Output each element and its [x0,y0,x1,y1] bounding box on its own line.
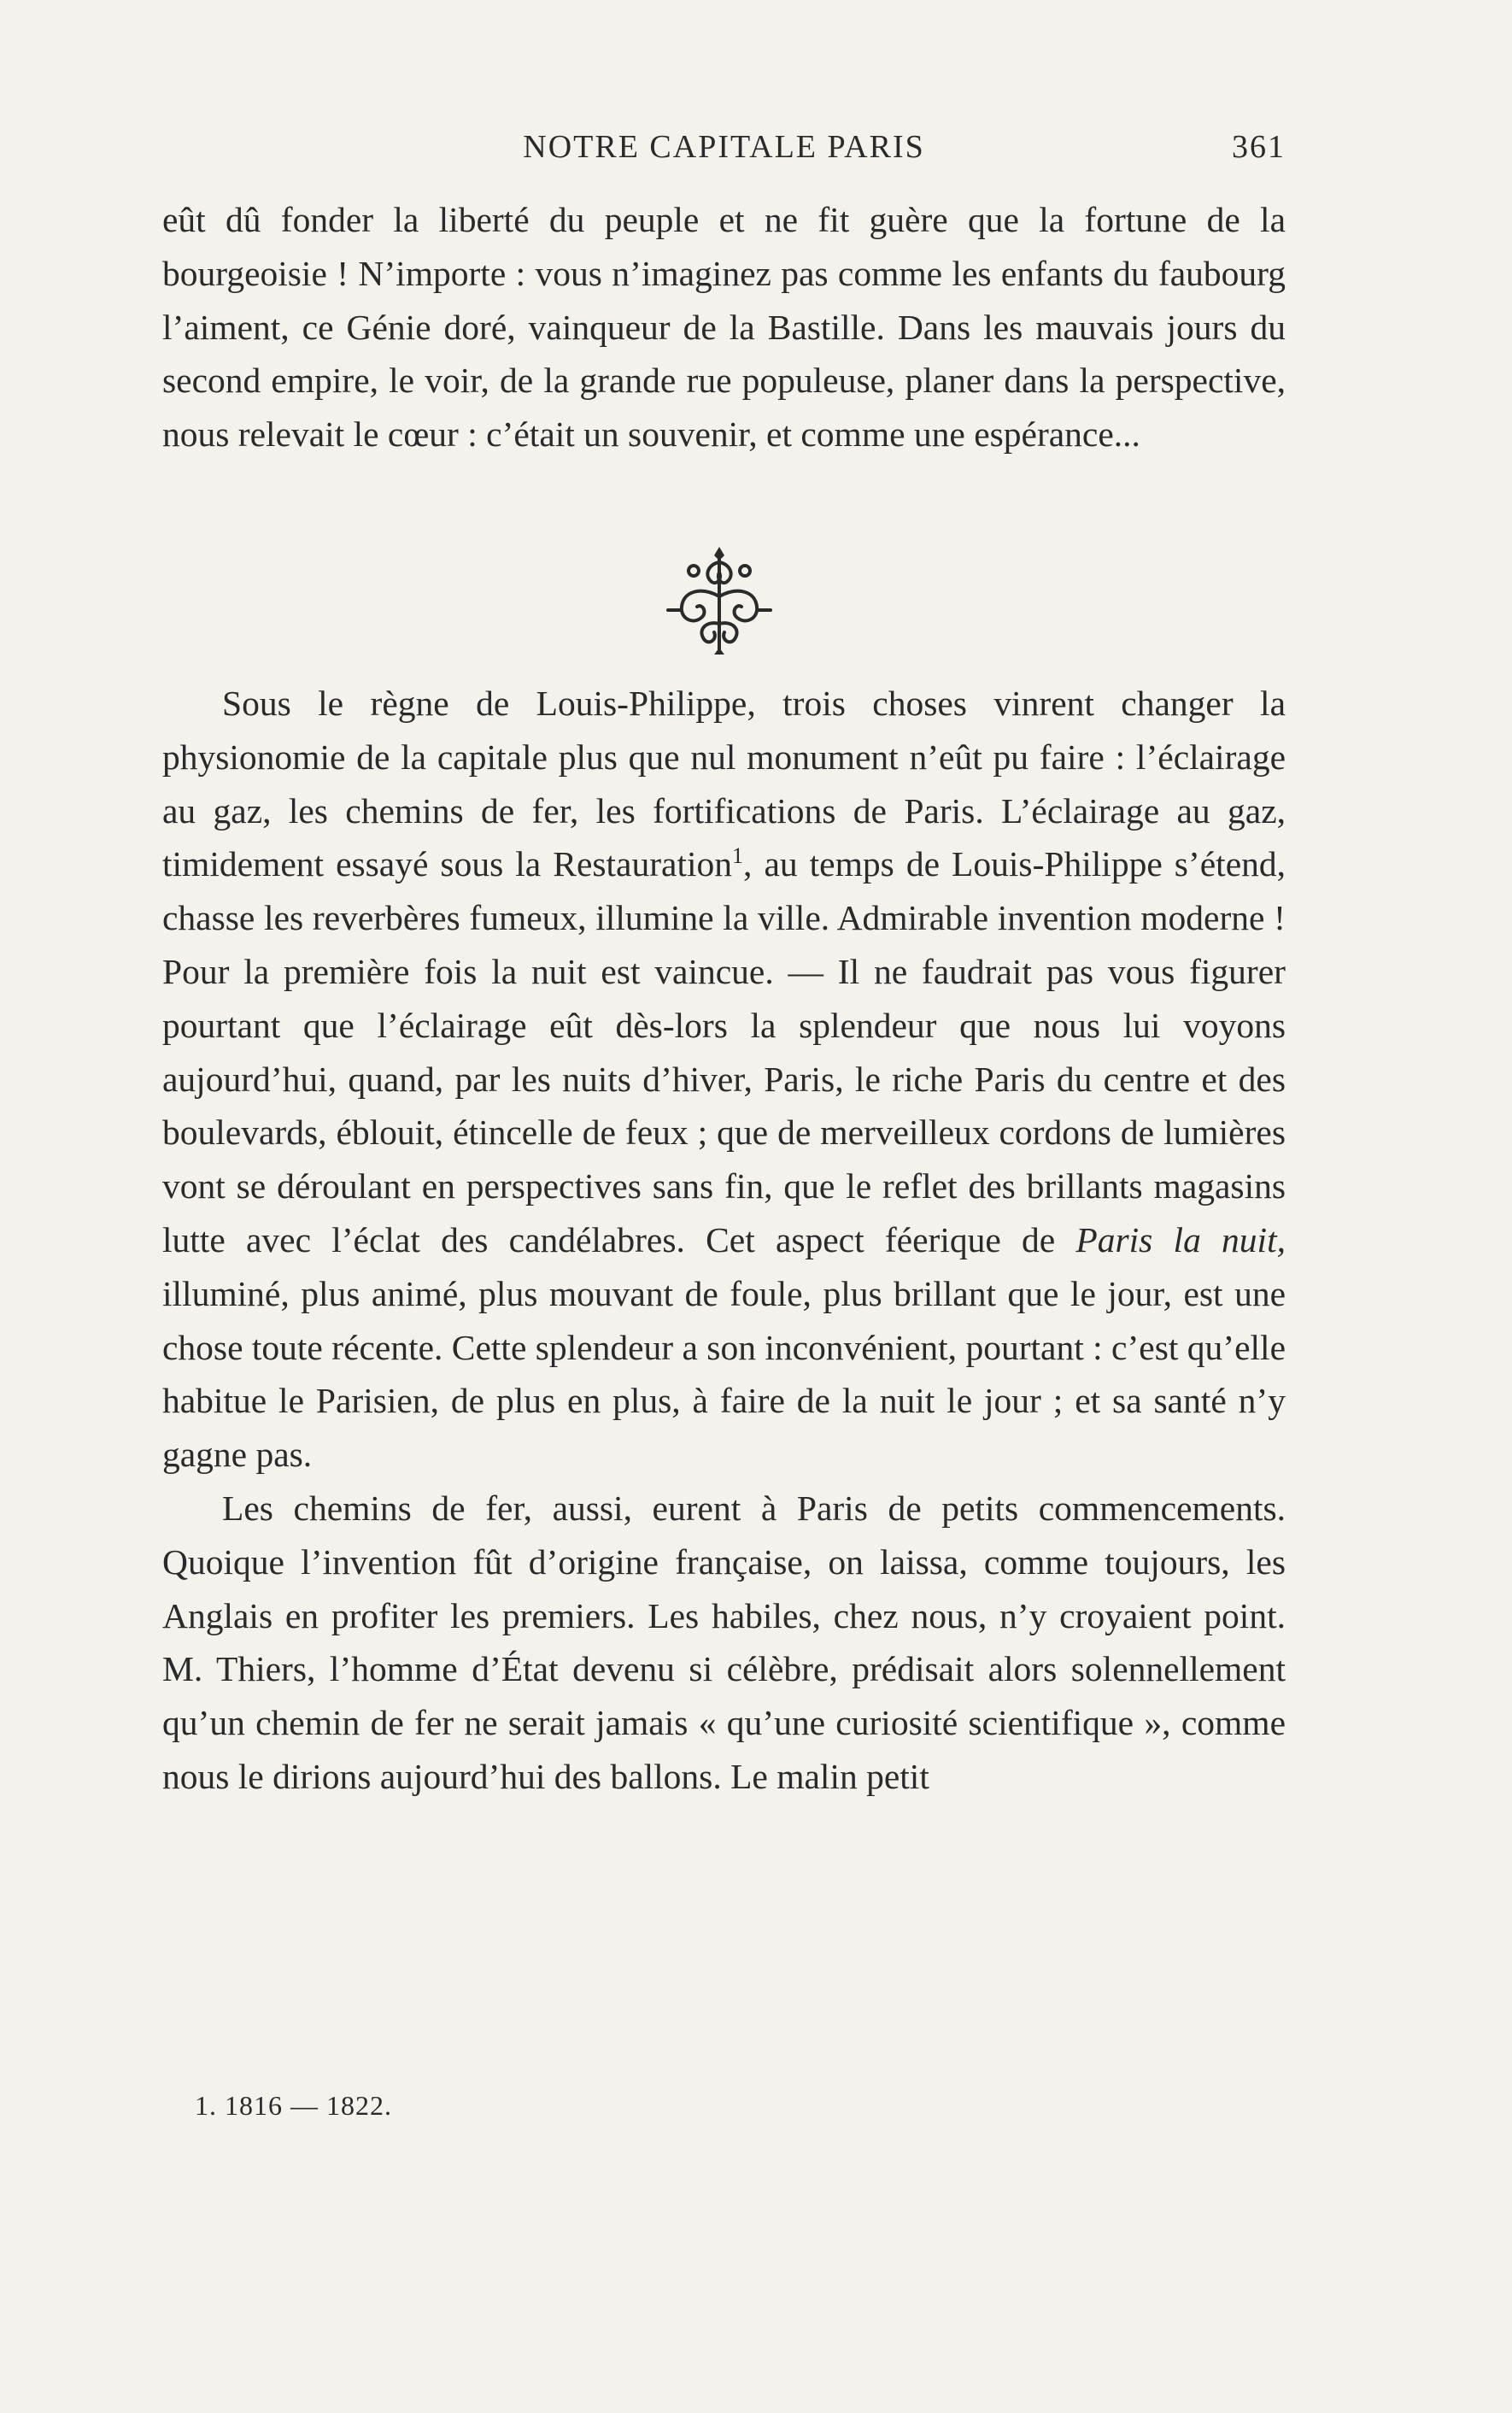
fleuron-ornament-icon [659,545,779,656]
paragraph-gas-lighting [162,677,1286,1482]
paragraph-railways: Les chemins de fer, aussi, eurent à Paris de petits commencements. Quoique l’invention fût d’origine française, on laissa, comme toujours, les Anglais en profiter les premiers. Les habiles, chez nous, n’y croyaient point. M. Thiers, l’homme d’État devenu si célèbre, prédisait alors solennellement qu’un chemin de fer ne serait jamais « qu’une curiosité scientifique », comme nous le dirions aujourd’hui des ballons. Le malin petit [162,1488,1286,1796]
running-head [162,128,1286,171]
paragraph-text-a: Sous le règne de Louis-Philippe, trois choses vinrent changer la physionomie de la capitale plus que nul monument n’eût pu faire : l’éclairage au gaz, les chemins de fer, les fortifications de Paris. L’éclairage au gaz, timidement essayé sous la Restauration [162,684,1286,884]
page-number: 361 [1232,129,1286,165]
footnote-reference: 1 [732,843,744,869]
paragraph-continuation: eût dû fonder la liberté du peuple et ne fit guère que la fortune de la bourgeoisie ! N’importe : vous n’imaginez pas comme les enfants du faubourg l’aiment, ce Génie doré, vainqueur de la Bastille. Dans les mauvais jours du second empire, le voir, de la grande rue populeuse, planer dans la perspective, nous relevait le cœur : c’était un souvenir, et comme une espérance... [162,200,1286,455]
footnote: 1. 1816 — 1822. [195,2090,392,2121]
paragraph-text-c: illuminé, plus animé, plus mouvant de foule, plus brillant que le jour, est une chose toute récente. Cette splendeur a son inconvénient, pourtant : c’est qu’elle habitue le Parisien, de plus en plus, à faire de la nuit le jour ; et sa santé n’y gagne pas. [162,1273,1286,1475]
text-block-top [162,193,1286,461]
italic-phrase: Paris la nuit, [1075,1219,1286,1259]
running-title: NOTRE CAPITALE PARIS [523,129,925,165]
paragraph-text-b: , au temps de Louis-Philippe s’étend, chasse les reverbères fumeux, illumine la ville. Admirable invention moderne ! Pour la première fois la nuit est vaincue. — Il ne faudrait pas vous figurer pourtant que l’éclairage eût dès-lors la splendeur que nous lui voyons aujourd’hui, quand, par les nuits d’hiver, Paris, le riche Paris du centre et des boulevards, éblouit, étincelle de feux ; que de merveilleux cordons de lumières vont se déroulant en perspectives sans fin, que le reflet des brillants magasins lutte avec l’éclat des candélabres. Cet aspect féerique de [162,844,1286,1259]
text-block-main [162,677,1286,1804]
